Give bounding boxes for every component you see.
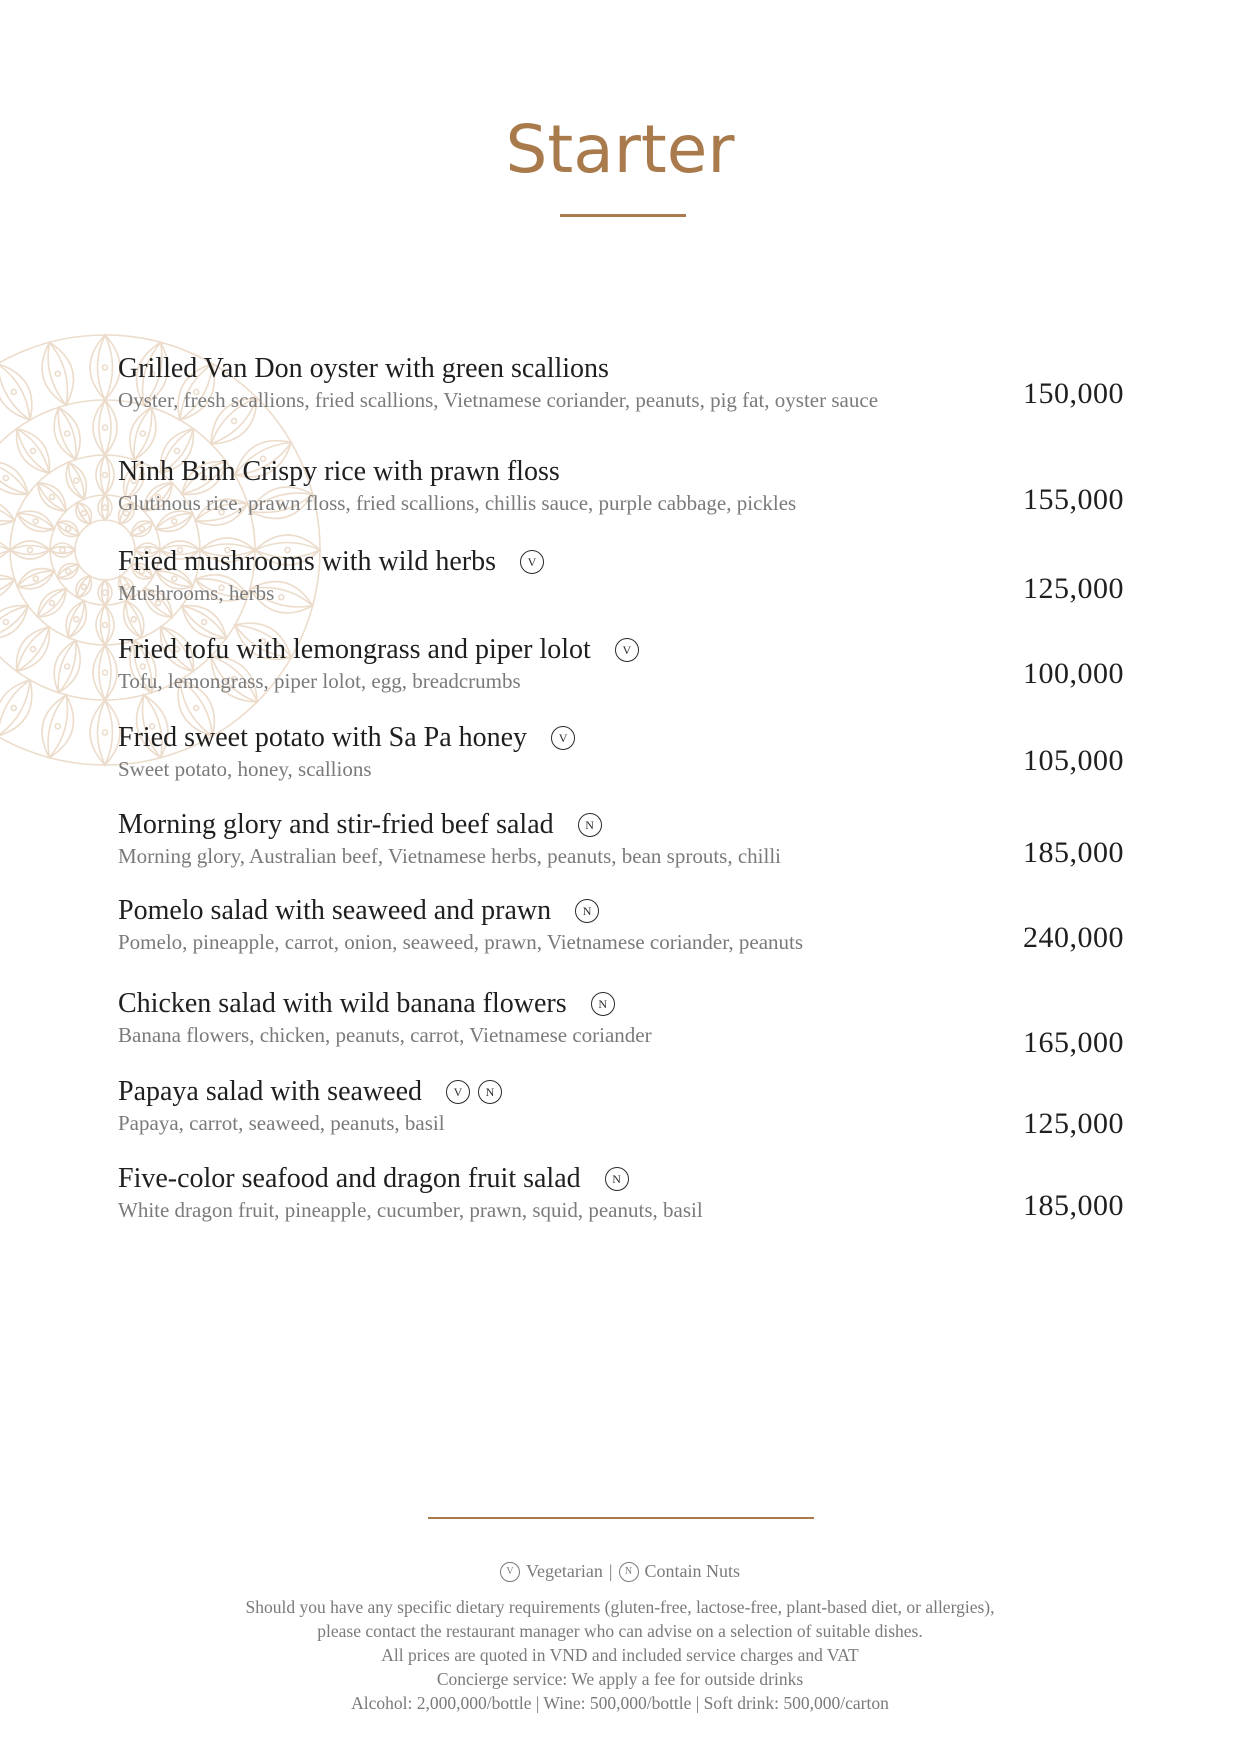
dish-description: White dragon fruit, pineapple, cucumber, prawn, squid, peanuts, basil xyxy=(118,1198,703,1222)
dish-description: Oyster, fresh scallions, fried scallions, Vietnamese coriander, peanuts, pig fat, oyster sauce xyxy=(118,388,879,412)
vegetarian-icon: V xyxy=(520,550,544,574)
dish-description: Glutinous rice, prawn floss, fried scallions, chillis sauce, purple cabbage, pickles xyxy=(118,491,797,515)
dish-price: 100,000 xyxy=(1023,657,1124,690)
dish-name-text: Ninh Binh Crispy rice with prawn floss xyxy=(118,456,560,487)
menu-item xyxy=(118,808,1124,871)
menu-item xyxy=(118,721,1124,784)
footer-notes xyxy=(0,1595,1240,1715)
nuts-icon: N xyxy=(591,992,615,1016)
dish-name-text: Fried sweet potato with Sa Pa honey xyxy=(118,722,528,753)
dish-name xyxy=(118,721,1124,755)
dish-name-text: Morning glory and stir-fried beef salad xyxy=(118,809,554,840)
dish-price: 125,000 xyxy=(1023,1107,1124,1140)
dish-description: Papaya, carrot, seaweed, peanuts, basil xyxy=(118,1111,445,1135)
concierge-note: Concierge service: We apply a fee for outside drinks xyxy=(436,1669,804,1689)
dish-name xyxy=(118,633,1124,667)
dish-name-text: Papaya salad with seaweed xyxy=(118,1076,422,1107)
nuts-icon: N xyxy=(578,813,602,837)
price-note: All prices are quoted in VND and included service charges and VAT xyxy=(381,1645,859,1665)
dish-badges xyxy=(605,1167,629,1191)
nuts-icon: N xyxy=(619,1562,639,1582)
legend xyxy=(0,1561,1240,1582)
page-title: Starter xyxy=(505,111,735,188)
dish-price: 125,000 xyxy=(1023,572,1124,605)
vegetarian-label: Vegetarian xyxy=(525,1561,603,1581)
dish-name-text: Five-color seafood and dragon fruit salad xyxy=(118,1163,581,1194)
dish-price: 185,000 xyxy=(1023,1189,1124,1222)
dish-badges xyxy=(575,899,599,923)
menu-item xyxy=(118,633,1124,696)
footer-divider xyxy=(428,1517,814,1519)
menu-item xyxy=(118,1162,1124,1225)
dish-description: Pomelo, pineapple, carrot, onion, seaweed, prawn, Vietnamese coriander, peanuts xyxy=(118,930,804,954)
nuts-icon: N xyxy=(575,899,599,923)
dish-name xyxy=(118,894,1124,928)
menu-item xyxy=(118,1075,1124,1138)
dish-name xyxy=(118,545,1124,579)
dish-name xyxy=(118,808,1124,842)
dish-name xyxy=(118,1075,1124,1109)
title-underline xyxy=(560,214,686,217)
dish-description: Sweet potato, honey, scallions xyxy=(118,757,372,781)
dish-price: 155,000 xyxy=(1023,483,1124,516)
dish-name-text: Fried tofu with lemongrass and piper lolot xyxy=(118,634,591,665)
dish-name xyxy=(118,987,1124,1021)
dish-price: 240,000 xyxy=(1023,921,1124,954)
vegetarian-icon: V xyxy=(500,1562,520,1582)
dish-badges xyxy=(591,992,615,1016)
dish-name-text: Grilled Van Don oyster with green scallions xyxy=(118,353,609,384)
dish-price: 150,000 xyxy=(1023,377,1124,410)
menu-item xyxy=(118,987,1124,1059)
dish-name-text: Fried mushrooms with wild herbs xyxy=(118,546,496,577)
menu-item xyxy=(118,352,1124,415)
dish-name-text: Pomelo salad with seaweed and prawn xyxy=(118,895,552,926)
menu-item xyxy=(118,894,1124,957)
dish-description: Tofu, lemongrass, piper lolot, egg, breadcrumbs xyxy=(118,669,521,693)
menu-item xyxy=(118,545,1124,608)
dish-badges xyxy=(520,550,544,574)
nuts-icon: N xyxy=(478,1080,502,1104)
dish-name xyxy=(118,352,1124,386)
vegetarian-icon: V xyxy=(615,638,639,662)
dish-badges xyxy=(578,813,602,837)
corkage-fees-note: Alcohol: 2,000,000/bottle | Wine: 500,000/bottle | Soft drink: 500,000/carton xyxy=(351,1693,889,1713)
dish-badges xyxy=(615,638,639,662)
nuts-label: Contain Nuts xyxy=(644,1561,741,1581)
dish-description: Banana flowers, chicken, peanuts, carrot, Vietnamese coriander xyxy=(118,1023,652,1047)
dish-name xyxy=(118,455,1124,489)
dietary-note-line-2: please contact the restaurant manager who can advise on a selection of suitable dishes. xyxy=(317,1621,923,1641)
nuts-icon: N xyxy=(605,1167,629,1191)
dish-price: 185,000 xyxy=(1023,836,1124,869)
dish-description: Morning glory, Australian beef, Vietnamese herbs, peanuts, bean sprouts, chilli xyxy=(118,844,782,868)
dish-badges xyxy=(551,726,575,750)
vegetarian-icon: V xyxy=(446,1080,470,1104)
vegetarian-icon: V xyxy=(551,726,575,750)
menu-item xyxy=(118,455,1124,518)
dietary-note-line-1: Should you have any specific dietary requirements (gluten-free, lactose-free, plant-based diet, or allergies), xyxy=(245,1597,995,1617)
legend-separator: | xyxy=(608,1561,613,1581)
dish-name xyxy=(118,1162,1124,1196)
dish-price: 105,000 xyxy=(1023,744,1124,777)
dish-description: Mushrooms, herbs xyxy=(118,581,275,605)
dish-name-text: Chicken salad with wild banana flowers xyxy=(118,988,567,1019)
dish-badges xyxy=(446,1080,502,1104)
dish-price: 165,000 xyxy=(1023,1026,1124,1059)
